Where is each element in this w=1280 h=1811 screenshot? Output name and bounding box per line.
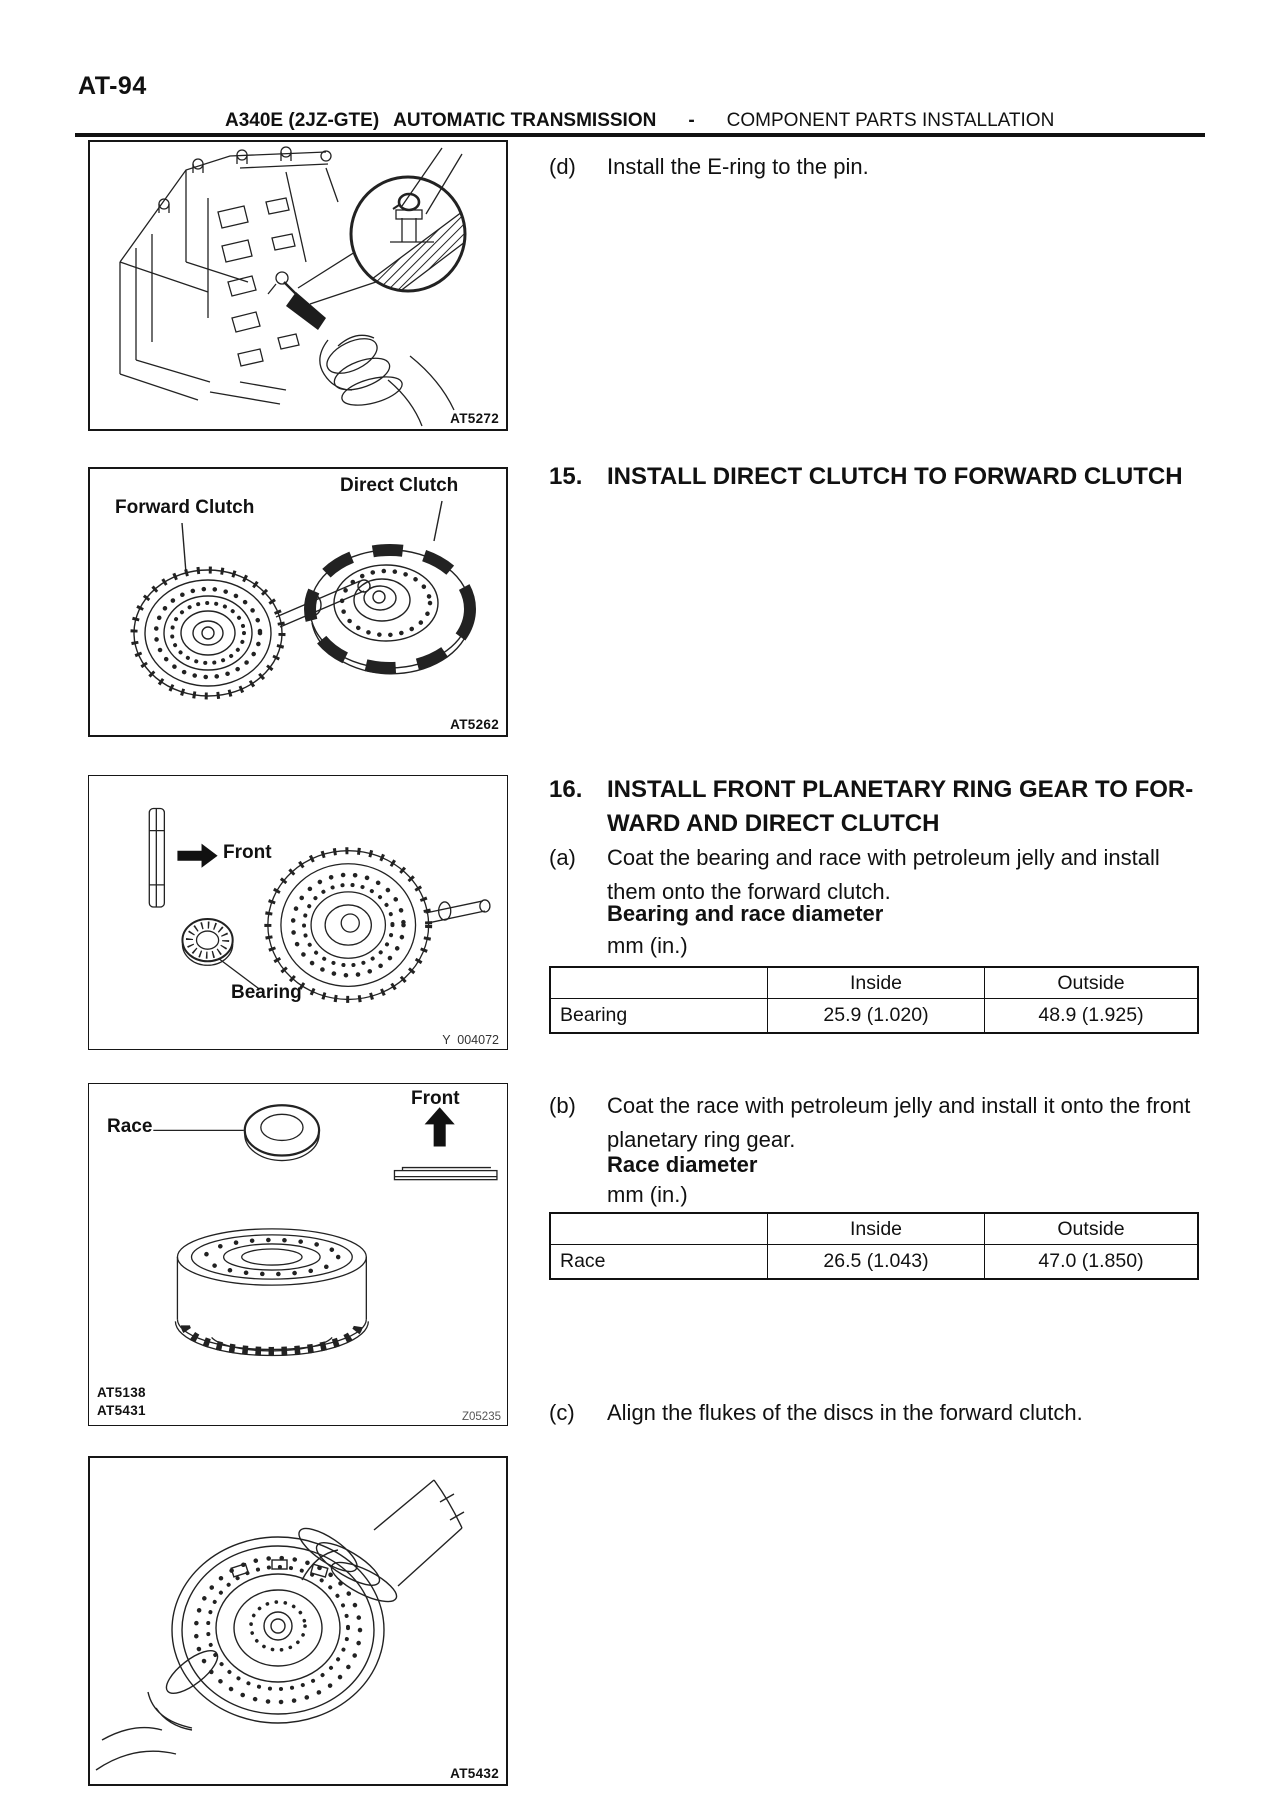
page-number: AT-94 [78, 72, 147, 100]
table-outside-value: 48.9 (1.925) [985, 999, 1199, 1034]
figure-code: Y 004072 [442, 1033, 499, 1047]
label-forward-clutch: Forward Clutch [115, 497, 255, 518]
step-d-marker: (d) [549, 154, 576, 179]
table-row [550, 999, 1198, 1034]
hands-aligning-discs-illustration [90, 1458, 506, 1784]
ering-installation-illustration [90, 142, 506, 429]
heading-16-number: 16. [549, 776, 583, 803]
heading-step-15 [549, 460, 1183, 494]
heading-step-16 [549, 773, 1193, 841]
step-a-text: Coat the bearing and race with petroleum jelly and install them onto the forward clutch. [607, 845, 1160, 904]
table-inside-value: 26.5 (1.043) [768, 1245, 985, 1280]
table-col-inside: Inside [768, 1213, 985, 1245]
step-b-text: Coat the race with petroleum jelly and install it onto the front planetary ring gear. [607, 1093, 1191, 1152]
heading-15-title: INSTALL DIRECT CLUTCH TO FORWARD CLUTCH [607, 463, 1183, 490]
bearing-diameter-table [549, 966, 1199, 1034]
table-col-inside: Inside [768, 967, 985, 999]
heading-16-title-line1: INSTALL FRONT PLANETARY RING GEAR TO FOR- [607, 776, 1194, 803]
table-corner-cell [550, 1213, 768, 1245]
label-direct-clutch: Direct Clutch [340, 475, 459, 496]
table-row-label: Bearing [550, 999, 768, 1034]
label-race: Race [107, 1116, 153, 1137]
table-row-label: Race [550, 1245, 768, 1280]
table-header-row [550, 1213, 1198, 1245]
table-row [550, 1245, 1198, 1280]
header-rule [75, 133, 1205, 137]
step-a [549, 841, 1207, 909]
step-b [549, 1089, 1207, 1157]
step-d-text: Install the E-ring to the pin. [607, 154, 869, 179]
label-bearing: Bearing [231, 982, 302, 1003]
label-front: Front [223, 842, 272, 863]
figure-code: AT5262 [450, 717, 499, 732]
spec-label-race: Race diameter [607, 1152, 758, 1177]
step-c-marker: (c) [549, 1400, 575, 1425]
step-c-text: Align the flukes of the discs in the forward clutch. [607, 1400, 1083, 1425]
heading-15-number: 15. [549, 463, 583, 490]
heading-16-title [607, 773, 1193, 841]
step-c [549, 1396, 1207, 1430]
spec-label-bearing: Bearing and race diameter [607, 901, 884, 926]
header-section: COMPONENT PARTS INSTALLATION [726, 110, 1055, 131]
running-header [225, 110, 1054, 132]
race-diameter-table [549, 1212, 1199, 1280]
figure-ering-install [88, 140, 508, 431]
figure-bearing-install [88, 775, 508, 1050]
header-system: AUTOMATIC TRANSMISSION [393, 110, 657, 131]
bearing-race-illustration [89, 776, 507, 1049]
table-col-outside: Outside [985, 967, 1199, 999]
table-corner-cell [550, 967, 768, 999]
table-header-row [550, 967, 1198, 999]
table-col-outside: Outside [985, 1213, 1199, 1245]
header-model: A340E (2JZ-GTE) [225, 110, 380, 131]
header-dash: - [688, 110, 695, 131]
figure-code: Z05235 [461, 1411, 501, 1423]
table-outside-value: 47.0 (1.850) [985, 1245, 1199, 1280]
figure-code: AT5272 [450, 411, 499, 426]
table-inside-value: 25.9 (1.020) [768, 999, 985, 1034]
figure-race-install [88, 1083, 508, 1426]
heading-16-title-line2: WARD AND DIRECT CLUTCH [607, 810, 940, 837]
step-a-marker: (a) [549, 845, 576, 870]
unit-label-race: mm (in.) [607, 1182, 688, 1207]
step-d [549, 150, 1207, 184]
label-front: Front [411, 1088, 460, 1109]
figure-direct-forward-clutch [88, 467, 508, 737]
figure-code: AT5138 [97, 1385, 146, 1400]
figure-code: AT5431 [97, 1403, 146, 1418]
figure-code: AT5432 [450, 1766, 499, 1781]
figure-align-discs [88, 1456, 508, 1786]
unit-label-bearing: mm (in.) [607, 933, 688, 958]
step-b-marker: (b) [549, 1093, 576, 1118]
